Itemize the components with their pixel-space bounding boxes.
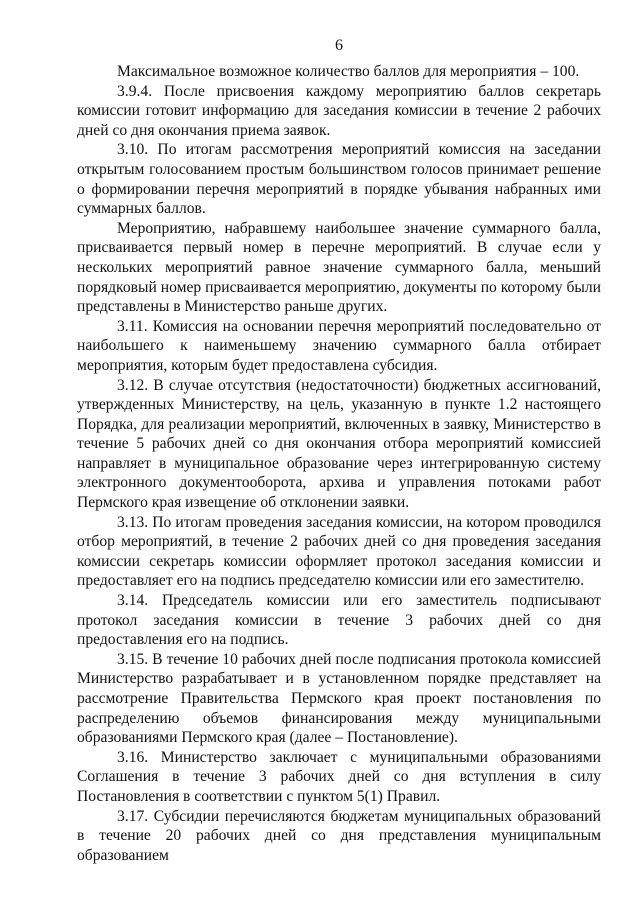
paragraph-3-16: 3.16. Министерство заключает с муниципальными образованиями Соглашения в течение 3 рабочих дней со дня вступления в силу Постановления в соответствии с пунктом 5(1) Правил. bbox=[77, 748, 601, 805]
paragraph-3-11: 3.11. Комиссия на основании перечня мероприятий последовательно от наибольшего к наименьшему значению суммарного балла отбирает мероприятия, которым будет предоставлена субсидия. bbox=[77, 317, 601, 374]
paragraph-3-12: 3.12. В случае отсутствия (недостаточности) бюджетных ассигнований, утвержденных Министерству, на цель, указанную в пункте 1.2 настоящего Порядка, для реализации мероприятий, включенных в заявку, Министерство в течение 5 рабочих дней со дня окончания отбора мероприятий комиссией направляет в муниципальное образование через интегрированную систему электронного документооборота, архива и управления потоками работ Пермского края извещение об отклонении заявки. bbox=[77, 376, 601, 512]
paragraph-3-9-4: 3.9.4. После присвоения каждому мероприятию баллов секретарь комиссии готовит информацию для заседания комиссии в течение 2 рабочих дней со дня окончания приема заявок. bbox=[77, 82, 601, 139]
paragraph-3-10: 3.10. По итогам рассмотрения мероприятий комиссия на заседании открытым голосованием простым большинством голосов принимает решение о формировании перечня мероприятий в порядке убывания набранных ими суммарных баллов. bbox=[77, 141, 601, 218]
paragraph-max-score: Максимальное возможное количество баллов для мероприятия – 100. bbox=[117, 63, 580, 80]
paragraph-3-17: 3.17. Субсидии перечисляются бюджетам муниципальных образований в течение 20 рабочих дней со дня представления муниципальным образованием bbox=[77, 807, 601, 864]
paragraph-3-13: 3.13. По итогам проведения заседания комиссии, на котором проводился отбор мероприятий, в течение 2 рабочих дней со дня проведения заседания комиссии секретарь комиссии оформляет протокол заседания комиссии и предоставляет его на подпись председателю комиссии или его заместителю. bbox=[77, 513, 601, 590]
paragraph-3-14: 3.14. Председатель комиссии или его заместитель подписывают протокол заседания комиссии в течение 3 рабочих дней со дня предоставления его на подпись. bbox=[77, 592, 601, 649]
page-number: 6 bbox=[335, 37, 343, 54]
paragraph-ranking: Мероприятию, набравшему наибольшее значение суммарного балла, присваивается первый номер в перечне мероприятий. В случае если у нескольких мероприятий равное значение суммарного балла, меньший порядковый номер присваивается мероприятию, документы по которому были представлены в Министерство раньше других. bbox=[77, 219, 601, 316]
paragraph-3-15: 3.15. В течение 10 рабочих дней после подписания протокола комиссией Министерство разрабатывает и в установленном порядке представляет на рассмотрение Правительства Пермского края проект постановления по распределению объемов финансирования между муниципальными образованиями Пермского края (далее – Постановление). bbox=[77, 650, 601, 747]
document-page bbox=[77, 36, 601, 865]
